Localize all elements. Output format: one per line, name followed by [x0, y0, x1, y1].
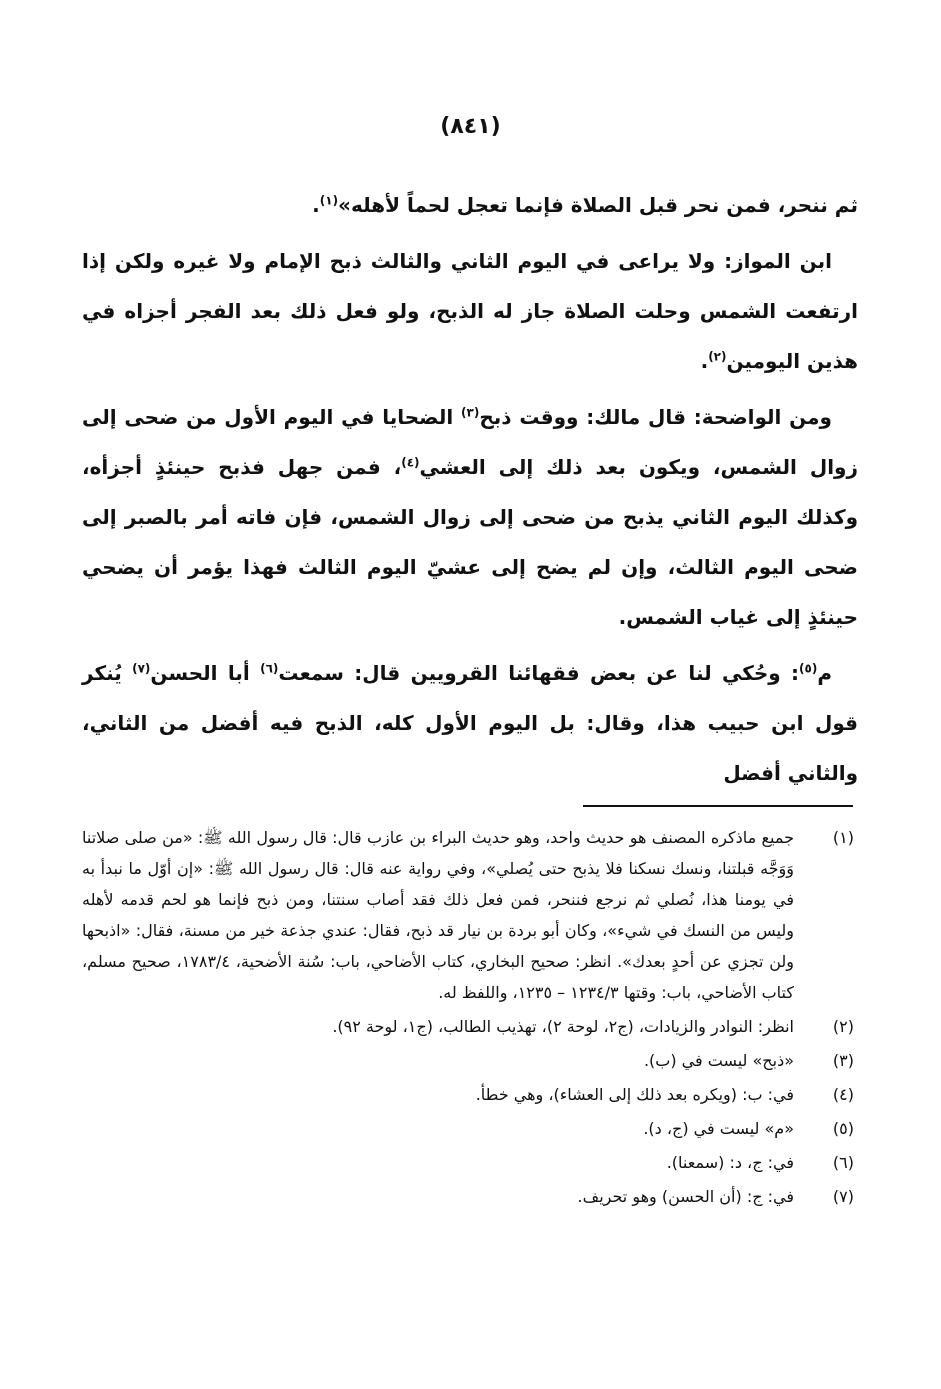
footnote-text: في: ج: (أن الحسن) وهو تحريف. — [577, 1187, 794, 1206]
footnote-number: (٧) — [832, 1187, 854, 1206]
footnote-number: (٢) — [832, 1017, 854, 1036]
footnote — [82, 1011, 858, 1042]
footnote-text: في: ب: (ويكره بعد ذلك إلى العشاء)، وهي خطأ. — [475, 1085, 794, 1104]
paragraph-text: : وحُكي لنا عن بعض فقهائنا القرويين قال: سمعت — [278, 661, 800, 685]
footnote-reference: (٦) — [260, 661, 279, 676]
paragraph-text: م — [817, 661, 832, 685]
paragraph-text: يُنكر قول ابن حبيب هذا، وقال: بل اليوم الأول كله، الذبح فيه أفضل من الثاني، والثاني أفضل — [82, 661, 858, 785]
paragraph — [82, 180, 858, 230]
footnote-reference: (١) — [319, 193, 339, 208]
paragraph-text: . — [700, 349, 709, 373]
footnote-reference: (٢) — [708, 349, 727, 364]
footnote-reference: (٤) — [401, 455, 420, 470]
footnote — [82, 1045, 858, 1076]
footnote — [82, 1113, 858, 1144]
footnote-number: (٥) — [832, 1119, 854, 1138]
footnote-reference: (٣) — [461, 405, 480, 420]
paragraph — [82, 648, 858, 798]
paragraph-text: ابن المواز: ولا يراعى في اليوم الثاني والثالث ذبح الإمام ولا غيره ولكن إذا ارتفعت الشمس وحلت الصلاة جاز له الذبح، ولو فعل ذلك بعد الفجر أجزاه في هذين اليومين — [82, 249, 858, 373]
paragraph-text: الضحايا في اليوم الأول من ضحى إلى زوال الشمس، ويكون بعد ذلك إلى العشي — [82, 405, 858, 479]
page-number: (٨٤١) — [440, 114, 501, 139]
footnote-number: (٣) — [832, 1051, 854, 1070]
footnote — [82, 1181, 858, 1212]
paragraph — [82, 392, 858, 642]
paragraph-text: ومن الواضحة: قال مالك: ووقت ذبح — [479, 405, 832, 429]
footnote-text: «م» ليست في (ج، د). — [643, 1119, 794, 1138]
footnote-separator — [583, 805, 853, 807]
footnote-reference: (٥) — [799, 661, 818, 676]
footnote-number: (٤) — [832, 1085, 854, 1104]
footnote-text: جميع ماذكره المصنف هو حديث واحد، وهو حديث البراء بن عازب قال: قال رسول الله ﷺ: «من صلى صلاتنا وَوَجَّه قبلتنا، ونسك نسكنا فلا يذبح حتى يُصلي»، وفي رواية عنه قال: قال رسول الله ﷺ: «إن أوّل ما نبدأ به في يومنا هذا، نُصلي ثم نرجع فننحر، فمن فعل ذلك فقد أصاب سنتنا، ومن ذبح فإنما هو لحم قدمه لأهله وليس من النسك في شيء»، وكان أبو بردة بن نيار قد ذبح، فقال: عندي جذعة خير من مسنة، فقال: «اذبحها ولن تجزي عن أحدٍ بعدك». انظر: صحيح البخاري، كتاب الأضاحي، باب: سُنة الأضحية، ١٧٨٣/٤، صحيح مسلم، كتاب الأضاحي، باب: وقتها ١٢٣٤/٣ – ١٢٣٥، واللفظ له. — [82, 828, 795, 1002]
main-text — [82, 180, 858, 804]
footnote — [82, 822, 858, 1008]
paragraph-text: . — [312, 193, 320, 217]
footnotes — [82, 822, 858, 1215]
paragraph-text: ثم ننحر، فمن نحر قبل الصلاة فإنما تعجل لحماً لأهله» — [338, 193, 858, 217]
paragraph-text: أبا الحسن — [150, 661, 261, 685]
footnote — [82, 1079, 858, 1110]
paragraph — [82, 236, 858, 386]
footnote-text: انظر: النوادر والزيادات، (ج٢، لوحة ٢)، تهذيب الطالب، (ج١، لوحة ٩٢). — [332, 1017, 794, 1036]
footnote — [82, 1147, 858, 1178]
footnote-reference: (٧) — [132, 661, 151, 676]
footnote-number: (٦) — [832, 1153, 854, 1172]
footnote-number: (١) — [832, 828, 854, 847]
footnote-text: في: ج، د: (سمعنا). — [666, 1153, 794, 1172]
footnote-text: «ذبح» ليست في (ب). — [643, 1051, 794, 1070]
paragraph-text: ، فمن جهل فذبح حينئذٍ أجزأه، وكذلك اليوم الثاني يذبح من ضحى إلى زوال الشمس، فإن فاته أمر بالصبر إلى ضحى اليوم الثالث، وإن لم يضح إلى عشيّ اليوم الثالث فهذا يؤمر أن يضحي حينئذٍ إلى غياب الشمس. — [82, 455, 858, 629]
